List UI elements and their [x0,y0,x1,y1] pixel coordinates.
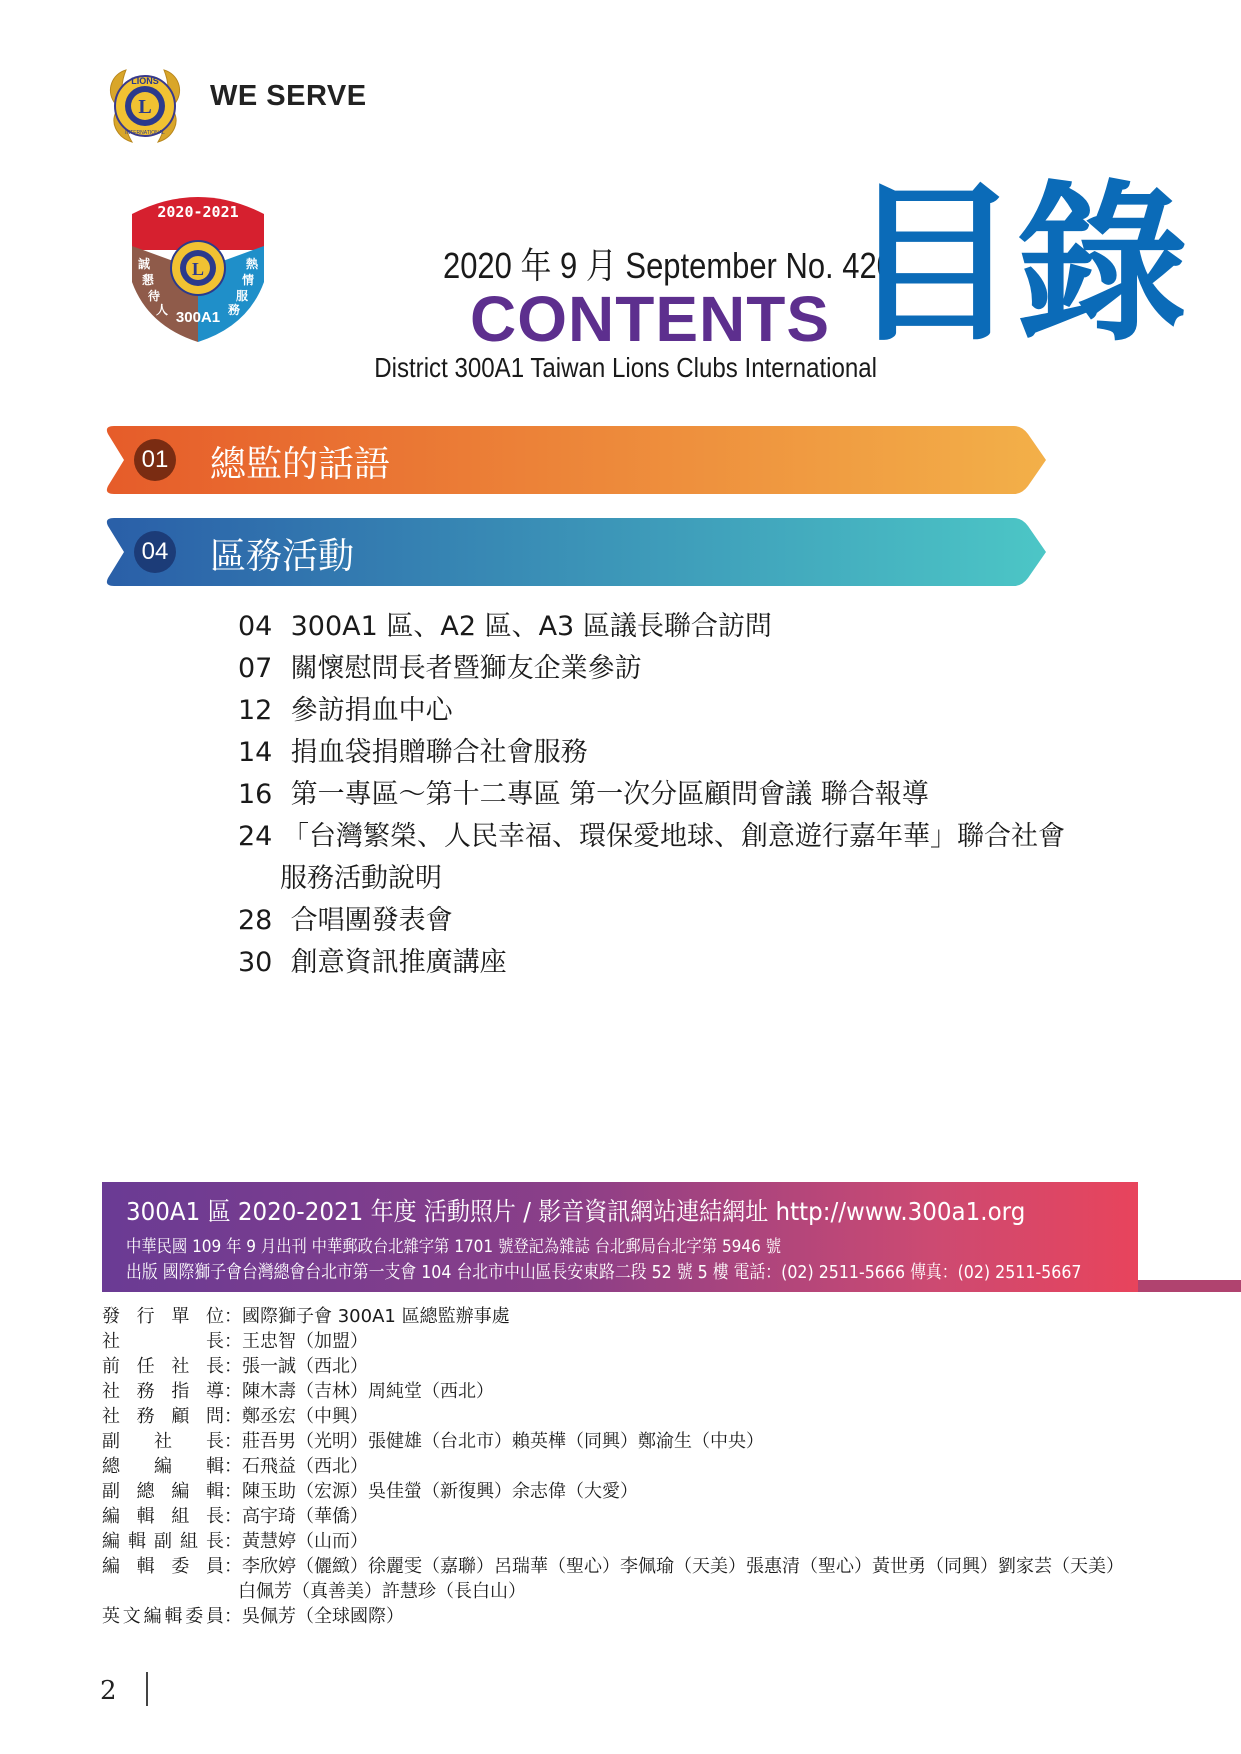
toc-entry[interactable] [238,690,1118,732]
issue-line: 2020 年 9 月 September No. 420 [443,245,894,286]
badge-left-char-2: 懇 [141,273,155,287]
section-number-badge: 01 [134,439,176,481]
credit-row: 社務顧問 ： 鄭丞宏（中興） [102,1406,368,1427]
toc-page-number: 30 [238,947,273,978]
publisher-contact-line: 出版 國際獅子會台灣總會台北市第一支會 104 台北市中山區長安東路二段 52 號 5 樓 電話：(02) 2511-5666 傳真：(02) 2511-5667 [126,1262,1082,1283]
badge-left-char-3: 待 [147,289,161,303]
credit-row: 編輯組長 ： 高宇琦（華僑） [102,1506,368,1527]
registration-line: 中華民國 109 年 9 月出刊 中華郵政台北雜字第 1701 號登記為雜誌 台北郵局台北字第 5946 號 [126,1237,782,1257]
logo-bottom-text: INTERNATIONAL [125,130,165,136]
section-title: 區務活動 [210,536,355,577]
decorative-strip [1138,1280,1241,1292]
toc-page-number: 04 [238,611,273,642]
year-badge [118,186,278,346]
toc-entry[interactable] [238,774,1118,816]
credit-label: 社長 [102,1331,224,1352]
credit-value: 高宇琦（華僑） [242,1506,368,1527]
toc-entry[interactable] [238,900,1118,942]
credit-label: 副總編輯 [102,1481,224,1502]
credit-label: 英文編輯委員 [102,1606,224,1627]
toc-title: 捐血袋捐贈聯合社會服務 [290,737,588,768]
credit-value-continuation: 白佩芳（真善美）許慧珍（長白山） [238,1581,526,1602]
credit-row: 英文編輯委員 ： 吳佩芳（全球國際） [102,1606,404,1627]
credit-label: 社務指導 [102,1381,224,1402]
toc-entry[interactable] [238,648,1118,690]
editorial-credits [102,1304,1202,1629]
credit-value: 鄭丞宏（中興） [242,1406,368,1427]
toc-entry[interactable] [238,606,1118,648]
toc-title: 參訪捐血中心 [290,695,453,726]
toc-title: 合唱團發表會 [290,905,453,936]
contents-heading: CONTENTS [470,283,830,355]
credit-row: 總編輯 ： 石飛益（西北） [102,1456,368,1477]
lions-logo [106,62,184,146]
credit-value: 石飛益（西北） [242,1456,368,1477]
toc-entry[interactable] [238,942,1118,984]
toc-title: 「台灣繁榮、人民幸福、環保愛地球、創意遊行嘉年華」聯合社會 [282,821,1065,852]
toc-list [238,606,1118,984]
toc-page-number: 16 [238,779,273,810]
credit-label: 副社長 [102,1431,224,1452]
credit-label: 前任社長 [102,1356,224,1377]
badge-left-char-4: 人 [155,303,169,317]
page-number-divider [146,1672,148,1706]
credit-label: 編輯組長 [102,1506,224,1527]
credit-label: 編輯副組長 [102,1531,224,1552]
credit-value: 王忠智（加盟） [242,1331,368,1352]
section-number-badge: 04 [134,531,176,573]
tagline: WE SERVE [210,80,367,112]
toc-page-number: 07 [238,653,273,684]
website-line: 300A1 區 2020-2021 年度 活動照片 / 影音資訊網站連結網址 http://www.300a1.org [126,1197,1026,1226]
credit-value: 張一誠（西北） [242,1356,368,1377]
badge-years: 2020-2021 [157,203,239,221]
credit-label: 編輯委員 [102,1556,224,1577]
badge-right-char-4: 務 [227,303,241,317]
credit-row: 發行單位 ： 國際獅子會 300A1 區總監辦事處 [102,1306,510,1327]
credit-row: 編輯副組長 ： 黃慧婷（山而） [102,1531,368,1552]
credit-row: 前任社長 ： 張一誠（西北） [102,1356,368,1377]
credit-value: 黃慧婷（山而） [242,1531,368,1552]
credit-row: 副總編輯 ： 陳玉助（宏源）吳佳螢（新復興）余志偉（大愛） [102,1481,638,1502]
toc-entry[interactable] [238,732,1118,774]
badge-right-char-2: 情 [241,273,255,287]
toc-title: 第一專區～第十二專區 第一次分區顧問會議 聯合報導 [290,779,929,810]
badge-district: 300A1 [175,309,221,326]
toc-page-number: 28 [238,905,273,936]
credit-label: 發行單位 [102,1306,224,1327]
toc-title: 300A1 區、A2 區、A3 區議長聯合訪問 [290,611,772,642]
toc-entry[interactable] [238,816,1118,858]
section-title: 總監的話語 [210,444,391,485]
credit-row: 編輯委員 ： 李欣婷（儷緻）徐麗雯（嘉聯）呂瑞華（聖心）李佩瑜（天美）張惠清（聖心）黃世勇（同興）劉家芸（天美） [102,1556,1124,1577]
toc-page-number: 14 [238,737,273,768]
credit-row: 社長 ： 王忠智（加盟） [102,1331,368,1352]
toc-title: 創意資訊推廣講座 [290,947,507,978]
credit-value: 李欣婷（儷緻）徐麗雯（嘉聯）呂瑞華（聖心）李佩瑜（天美）張惠清（聖心）黃世勇（同興）劉家芸（天美） [242,1556,1124,1577]
credit-value: 國際獅子會 300A1 區總監辦事處 [242,1306,510,1327]
logo-ring-text: LIONS [131,76,159,86]
credit-value: 陳木壽（吉林）周純堂（西北） [242,1381,494,1402]
publication-info-bar [102,1182,1138,1292]
badge-left-char-1: 誠 [137,257,151,271]
district-line: District 300A1 Taiwan Lions Clubs International [374,352,878,383]
page-number: 2 [100,1676,117,1706]
logo-letter: L [138,96,152,118]
toc-title: 關懷慰問長者暨獅友企業參訪 [290,653,642,684]
toc-page-number: 12 [238,695,273,726]
svg-text:L: L [191,259,205,279]
section-banner-01 [104,426,1046,494]
toc-title-continuation: 服務活動說明 [280,863,442,894]
credit-value: 陳玉助（宏源）吳佳螢（新復興）余志偉（大愛） [242,1481,638,1502]
credit-label: 社務顧問 [102,1406,224,1427]
credit-row: 社務指導 ： 陳木壽（吉林）周純堂（西北） [102,1381,494,1402]
toc-page-number: 24 [238,821,273,852]
toc-big-title: 目錄 [848,164,1184,365]
badge-right-char-1: 熱 [245,257,259,271]
section-banner-04 [104,518,1046,586]
credit-value: 吳佩芳（全球國際） [242,1606,404,1627]
credit-row: 副社長 ： 莊吾男（光明）張健雄（台北市）賴英樺（同興）鄭渝生（中央） [102,1431,764,1452]
credit-value: 莊吾男（光明）張健雄（台北市）賴英樺（同興）鄭渝生（中央） [242,1431,764,1452]
badge-right-char-3: 服 [235,289,249,303]
credit-label: 總編輯 [102,1456,224,1477]
